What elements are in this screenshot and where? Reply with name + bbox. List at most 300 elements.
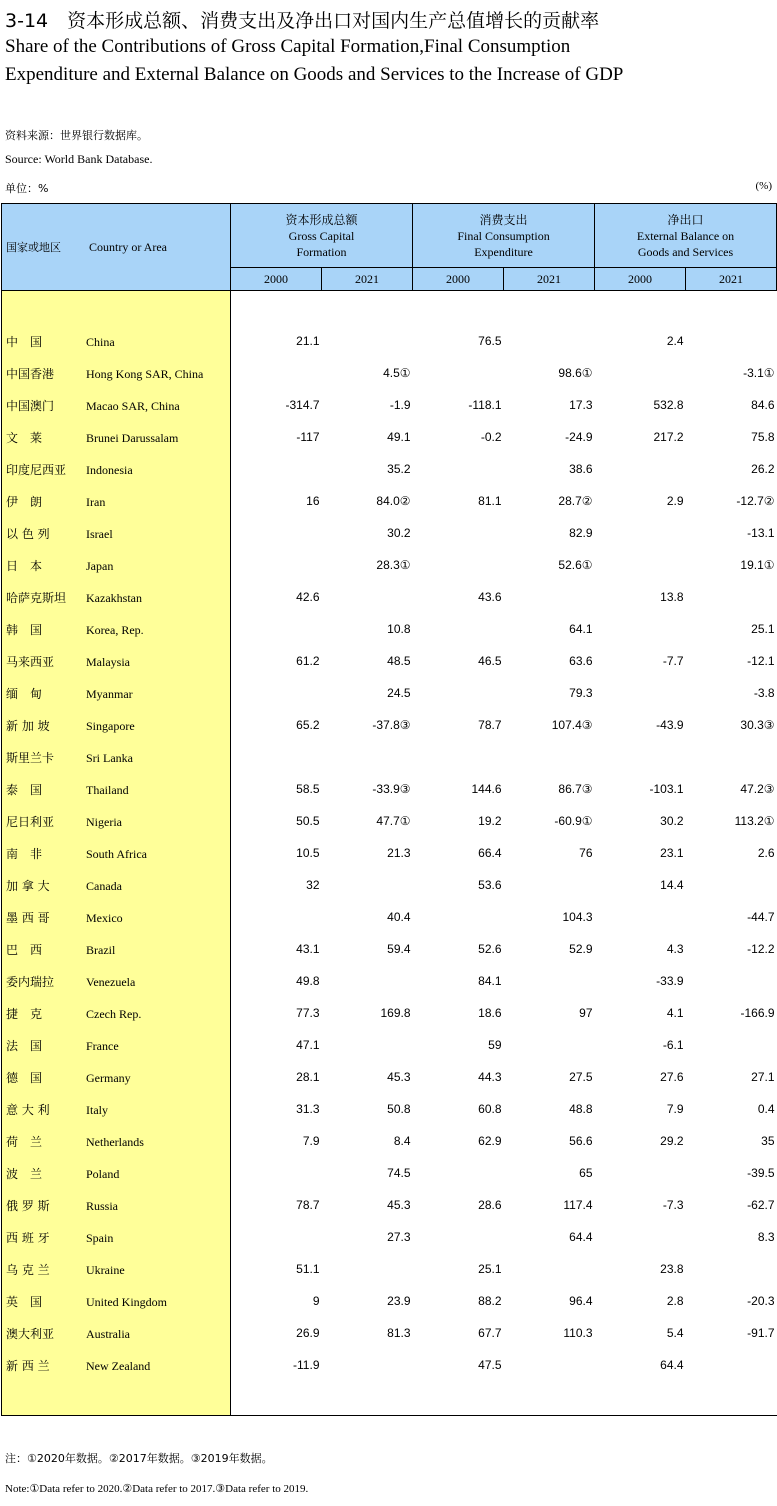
value-cell: [686, 965, 777, 997]
country-name-en: Australia: [86, 1326, 130, 1341]
value-cell: 59: [488, 1038, 502, 1052]
value-cell: 97: [579, 1006, 593, 1020]
value-cell: [322, 741, 413, 773]
table-row: [2, 1189, 777, 1221]
value-cell: -166.9: [740, 1006, 775, 1020]
value-cell: [595, 677, 686, 709]
value-cell: [413, 453, 504, 485]
value-cell: -24.9: [565, 430, 593, 444]
value-cell: [322, 581, 413, 613]
country-name-en: United Kingdom: [86, 1294, 167, 1309]
value-cell: 64.4: [660, 1358, 684, 1372]
header-country-en: Country or Area: [89, 239, 167, 254]
value-cell: 38.6: [569, 462, 593, 476]
unit-label-right: (%): [755, 180, 772, 192]
table-row: [2, 357, 777, 389]
data-table: [1, 203, 777, 1416]
value-cell: [322, 1029, 413, 1061]
country-cell: [2, 997, 231, 1029]
country-name-en: Indonesia: [86, 462, 133, 477]
country-name-cn: 加 拿 大: [6, 878, 50, 893]
header-year: 2021: [686, 268, 777, 291]
value-cell: 64.4: [569, 1230, 593, 1244]
value-cell: 96.4: [569, 1294, 593, 1308]
country-name-cn: 南 非: [6, 846, 43, 861]
value-cell: [413, 357, 504, 389]
value-cell: 27.1: [751, 1070, 775, 1084]
country-name-en: Israel: [86, 526, 113, 541]
value-cell: 88.2: [478, 1294, 502, 1308]
value-cell: 30.2: [387, 526, 411, 540]
header-group-en-2: Goods and Services: [637, 244, 734, 259]
header-group-en-1: External Balance on: [636, 228, 735, 243]
country-name-en: Thailand: [86, 782, 129, 797]
value-cell: -12.1: [747, 654, 775, 668]
country-name-en: Poland: [86, 1166, 120, 1181]
value-cell: 217.2: [653, 430, 684, 444]
country-name-cn: 法 国: [6, 1038, 43, 1053]
value-cell: 66.4: [478, 846, 502, 860]
value-cell: [322, 1349, 413, 1381]
value-cell: 7.9: [302, 1134, 320, 1148]
value-cell: 2.8: [666, 1294, 684, 1308]
country-name-cn: 德 国: [6, 1070, 43, 1085]
country-name-en: Nigeria: [86, 814, 122, 829]
value-cell: 59.4: [387, 942, 411, 956]
value-cell: 28.6: [478, 1198, 502, 1212]
value-cell: -3.8: [753, 686, 775, 700]
country-cell: [2, 965, 231, 997]
country-cell: [2, 1093, 231, 1125]
value-cell: [595, 517, 686, 549]
value-cell: [413, 613, 504, 645]
table-row: [2, 677, 777, 709]
value-cell: -91.7: [747, 1326, 775, 1340]
table-row: [2, 1157, 777, 1189]
value-cell: 40.4: [387, 910, 411, 924]
country-name-cn: 澳大利亚: [6, 1326, 55, 1341]
value-cell: 532.8: [653, 398, 684, 412]
value-cell: [595, 741, 686, 773]
value-cell: 48.8: [569, 1102, 593, 1116]
value-cell: -43.9: [656, 718, 684, 732]
value-cell: 45.3: [387, 1070, 411, 1084]
value-cell: 28.3①: [376, 558, 411, 572]
value-cell: 67.7: [478, 1326, 502, 1340]
value-cell: 25.1: [478, 1262, 502, 1276]
value-cell: -20.3: [747, 1294, 775, 1308]
value-cell: 21.1: [296, 334, 320, 348]
table-body: [2, 291, 777, 1416]
value-cell: -12.2: [747, 942, 775, 956]
country-cell: [2, 613, 231, 645]
country-name-cn: 荷 兰: [6, 1134, 43, 1149]
value-cell: 107.4③: [551, 718, 593, 732]
value-cell: [686, 741, 777, 773]
table-row: [2, 517, 777, 549]
country-cell: [2, 485, 231, 517]
value-cell: 78.7: [478, 718, 502, 732]
country-name-en: Macao SAR, China: [86, 398, 180, 413]
value-cell: 8.3: [757, 1230, 775, 1244]
table-row: [2, 805, 777, 837]
country-cell: [2, 805, 231, 837]
value-cell: 86.7③: [558, 782, 593, 796]
table-row: [2, 421, 777, 453]
country-name-en: Singapore: [86, 718, 135, 733]
table-row: [2, 645, 777, 677]
country-name-cn: 伊 朗: [6, 494, 43, 509]
value-cell: [595, 1157, 686, 1189]
country-name-en: South Africa: [86, 846, 147, 861]
table-row: [2, 1125, 777, 1157]
country-name-en: Canada: [86, 878, 122, 893]
value-cell: -39.5: [747, 1166, 775, 1180]
value-cell: 32: [306, 878, 320, 892]
value-cell: 35: [761, 1134, 775, 1148]
value-cell: 84.0②: [376, 494, 411, 508]
value-cell: 30.3③: [740, 718, 775, 732]
value-cell: [686, 869, 777, 901]
value-cell: [231, 1157, 322, 1189]
value-cell: 75.8: [751, 430, 775, 444]
country-name-cn: 马来西亚: [6, 654, 55, 669]
value-cell: [322, 1253, 413, 1285]
value-cell: [595, 1221, 686, 1253]
header-group-en-2: Formation: [296, 244, 347, 259]
country-name-en: Russia: [86, 1198, 119, 1213]
value-cell: [413, 1157, 504, 1189]
value-cell: 78.7: [296, 1198, 320, 1212]
value-cell: [504, 1253, 595, 1285]
table-row: [2, 1061, 777, 1093]
value-cell: 76: [579, 846, 593, 860]
header-group-consumption: [413, 204, 595, 268]
value-cell: 56.6: [569, 1134, 593, 1148]
unit-label: 单位：%: [5, 182, 49, 195]
value-cell: 110.3: [563, 1326, 593, 1340]
value-cell: 79.3: [569, 686, 593, 700]
country-name-en: Sri Lanka: [86, 750, 133, 765]
value-cell: [231, 1221, 322, 1253]
value-cell: [504, 325, 595, 357]
value-cell: -7.3: [662, 1198, 684, 1212]
value-cell: 53.6: [478, 878, 502, 892]
value-cell: 52.6: [478, 942, 502, 956]
value-cell: 52.6①: [558, 558, 593, 572]
table-row: [2, 485, 777, 517]
value-cell: 25.1: [751, 622, 775, 636]
country-cell: [2, 837, 231, 869]
value-cell: 10.5: [296, 846, 320, 860]
country-name-cn: 新 西 兰: [6, 1358, 50, 1373]
header-group-cn: 净出口: [667, 212, 704, 227]
country-name-cn: 意 大 利: [6, 1102, 50, 1117]
country-name-cn: 文 莱: [6, 430, 43, 445]
country-cell: [2, 677, 231, 709]
value-cell: 8.4: [393, 1134, 411, 1148]
table-row: [2, 997, 777, 1029]
value-cell: 24.5: [387, 686, 411, 700]
value-cell: 18.6: [478, 1006, 502, 1020]
value-cell: [413, 677, 504, 709]
value-cell: 50.8: [387, 1102, 411, 1116]
value-cell: 13.8: [660, 590, 684, 604]
country-name-en: Malaysia: [86, 654, 130, 669]
value-cell: 43.1: [296, 942, 320, 956]
value-cell: [231, 901, 322, 933]
country-name-cn: 尼日利亚: [6, 814, 55, 829]
country-name-cn: 泰 国: [6, 782, 43, 797]
value-cell: 27.5: [569, 1070, 593, 1084]
value-cell: 17.3: [569, 398, 593, 412]
value-cell: [322, 965, 413, 997]
value-cell: [413, 549, 504, 581]
value-cell: 46.5: [478, 654, 502, 668]
value-cell: 84.6: [751, 398, 775, 412]
country-name-en: France: [86, 1038, 119, 1053]
value-cell: 81.3: [387, 1326, 411, 1340]
value-cell: [595, 453, 686, 485]
country-cell: [2, 1061, 231, 1093]
country-name-cn: 西 班 牙: [6, 1230, 50, 1245]
value-cell: 74.5: [387, 1166, 411, 1180]
table-row: [2, 613, 777, 645]
country-name-en: New Zealand: [86, 1358, 151, 1373]
value-cell: 65.2: [296, 718, 320, 732]
table-row: [2, 325, 777, 357]
value-cell: [504, 741, 595, 773]
value-cell: 82.9: [569, 526, 593, 540]
value-cell: [686, 581, 777, 613]
value-cell: 50.5: [296, 814, 320, 828]
country-name-en: Netherlands: [86, 1134, 144, 1149]
header-country: [2, 204, 231, 291]
value-cell: 144.6: [471, 782, 502, 796]
value-cell: -60.9①: [554, 814, 593, 828]
country-name-en: Czech Rep.: [86, 1006, 142, 1021]
value-cell: 29.2: [660, 1134, 684, 1148]
table-row: [2, 549, 777, 581]
value-cell: [322, 869, 413, 901]
country-cell: [2, 389, 231, 421]
title-english-line-2: Expenditure and External Balance on Goods and Services to the Increase of GDP: [5, 64, 624, 85]
country-name-en: Iran: [86, 494, 106, 509]
country-name-cn: 波 兰: [6, 1166, 43, 1181]
country-cell: [2, 1317, 231, 1349]
value-cell: 47.1: [296, 1038, 320, 1052]
country-cell: [2, 1349, 231, 1381]
value-cell: [231, 677, 322, 709]
table-row: [2, 837, 777, 869]
country-name-en: Hong Kong SAR, China: [86, 366, 204, 381]
country-cell: [2, 773, 231, 805]
value-cell: -13.1: [747, 526, 775, 540]
value-cell: [413, 1221, 504, 1253]
country-cell: [2, 869, 231, 901]
value-cell: -3.1①: [743, 366, 775, 380]
country-name-cn: 捷 克: [6, 1006, 43, 1021]
header-year: 2021: [504, 268, 595, 291]
note-english: Note:①Data refer to 2020.②Data refer to 2017.③Data refer to 2019.: [5, 1483, 309, 1495]
value-cell: 84.1: [478, 974, 502, 988]
value-cell: [504, 581, 595, 613]
country-name-cn: 中国香港: [6, 366, 55, 381]
note-chinese: 注：①2020年数据。②2017年数据。③2019年数据。: [5, 1452, 273, 1465]
country-name-en: Ukraine: [86, 1262, 125, 1277]
value-cell: 23.9: [387, 1294, 411, 1308]
value-cell: [686, 1253, 777, 1285]
table-row: [2, 869, 777, 901]
country-name-en: Mexico: [86, 910, 123, 925]
value-cell: [231, 741, 322, 773]
country-name-cn: 乌 克 兰: [6, 1262, 50, 1277]
country-cell: [2, 421, 231, 453]
value-cell: 47.5: [478, 1358, 502, 1372]
value-cell: [231, 613, 322, 645]
value-cell: 64.1: [569, 622, 593, 636]
value-cell: 28.7②: [558, 494, 593, 508]
value-cell: 10.8: [387, 622, 411, 636]
value-cell: [595, 357, 686, 389]
source-english: Source: World Bank Database.: [5, 152, 153, 166]
value-cell: 77.3: [296, 1006, 320, 1020]
value-cell: [595, 549, 686, 581]
country-name-cn: 新 加 坡: [6, 718, 50, 733]
country-cell: [2, 291, 231, 326]
country-name-en: Korea, Rep.: [86, 622, 144, 637]
value-cell: 113.2①: [734, 814, 775, 828]
value-cell: 2.4: [666, 334, 684, 348]
country-name-cn: 韩 国: [6, 622, 43, 637]
value-cell: 35.2: [387, 462, 411, 476]
table-row: [2, 1253, 777, 1285]
table-row: [2, 1285, 777, 1317]
value-cell: [504, 869, 595, 901]
value-cell: 98.6①: [558, 366, 593, 380]
table-row: [2, 1029, 777, 1061]
value-cell: 26.2: [751, 462, 775, 476]
value-cell: [686, 1029, 777, 1061]
country-name-en: Myanmar: [86, 686, 133, 701]
country-name-en: China: [86, 334, 115, 349]
value-cell: 9: [312, 1294, 320, 1308]
title-english-line-1: Share of the Contributions of Gross Capital Formation,Final Consumption: [5, 36, 571, 57]
value-cell: -314.7: [285, 398, 320, 412]
value-cell: 23.8: [660, 1262, 684, 1276]
value-cell: [231, 517, 322, 549]
country-cell: [2, 1285, 231, 1317]
value-cell: [322, 325, 413, 357]
value-cell: -118.1: [468, 398, 502, 412]
value-cell: 60.8: [478, 1102, 502, 1116]
value-cell: 47.7①: [376, 814, 411, 828]
country-cell: [2, 453, 231, 485]
value-cell: 14.4: [660, 878, 684, 892]
table-row: [2, 1093, 777, 1125]
table-row: [2, 1221, 777, 1253]
value-cell: 16: [306, 494, 320, 508]
country-name-en: Venezuela: [86, 974, 136, 989]
country-name-en: Italy: [86, 1102, 108, 1117]
header-group-cn: 资本形成总额: [285, 212, 358, 227]
country-cell: [2, 1189, 231, 1221]
value-cell: 7.9: [666, 1102, 684, 1116]
value-cell: 4.5①: [383, 366, 411, 380]
country-name-cn: 以 色 列: [6, 526, 50, 541]
country-cell: [2, 1381, 231, 1416]
value-cell: 104.3: [562, 910, 593, 924]
table-row: [2, 389, 777, 421]
country-name-cn: 印度尼西亚: [6, 462, 67, 477]
value-cell: [595, 613, 686, 645]
value-cell: 27.6: [660, 1070, 684, 1084]
table-row: [2, 453, 777, 485]
country-name-cn: 墨 西 哥: [6, 910, 50, 925]
header-group-capital-formation: [231, 204, 413, 268]
value-cell: -1.9: [389, 398, 411, 412]
value-cell: -33.9: [656, 974, 684, 988]
value-cell: 28.1: [296, 1070, 320, 1084]
value-cell: 51.1: [296, 1262, 320, 1276]
header-group-en-2: Expenditure: [474, 244, 533, 259]
value-cell: [231, 549, 322, 581]
country-name-cn: 俄 罗 斯: [6, 1198, 50, 1213]
value-cell: -33.9③: [372, 782, 411, 796]
value-cell: 62.9: [478, 1134, 502, 1148]
table-row: [2, 933, 777, 965]
value-cell: -7.7: [662, 654, 684, 668]
country-name-cn: 日 本: [6, 558, 43, 573]
value-cell: 76.5: [478, 334, 502, 348]
table-row: [2, 1317, 777, 1349]
value-cell: [413, 517, 504, 549]
country-name-cn: 中 国: [6, 334, 43, 349]
value-cell: -44.7: [747, 910, 775, 924]
value-cell: 2.9: [666, 494, 684, 508]
value-cell: 23.1: [660, 846, 684, 860]
value-cell: [231, 453, 322, 485]
country-name-cn: 哈萨克斯坦: [6, 590, 67, 605]
value-cell: 117.4: [563, 1198, 593, 1212]
value-cell: 65: [579, 1166, 593, 1180]
value-cell: -6.1: [662, 1038, 684, 1052]
value-cell: 58.5: [296, 782, 320, 796]
country-name-en: Spain: [86, 1230, 114, 1245]
value-cell: 21.3: [387, 846, 411, 860]
country-name-cn: 中国澳门: [6, 398, 55, 413]
spacer-row: [2, 291, 777, 326]
country-cell: [2, 645, 231, 677]
header-year: 2000: [595, 268, 686, 291]
header-year: 2000: [413, 268, 504, 291]
country-cell: [2, 1221, 231, 1253]
value-cell: 2.6: [757, 846, 775, 860]
table-row: [2, 709, 777, 741]
country-cell: [2, 1253, 231, 1285]
value-cell: -62.7: [747, 1198, 775, 1212]
table-row: [2, 741, 777, 773]
country-name-cn: 英 国: [6, 1294, 43, 1309]
value-cell: 4.1: [666, 1006, 684, 1020]
value-cell: [686, 325, 777, 357]
value-cell: 26.9: [296, 1326, 320, 1340]
value-cell: 30.2: [660, 814, 684, 828]
header-country-cn: 国家或地区: [6, 240, 61, 254]
country-cell: [2, 1157, 231, 1189]
value-cell: 49.8: [296, 974, 320, 988]
country-cell: [2, 357, 231, 389]
